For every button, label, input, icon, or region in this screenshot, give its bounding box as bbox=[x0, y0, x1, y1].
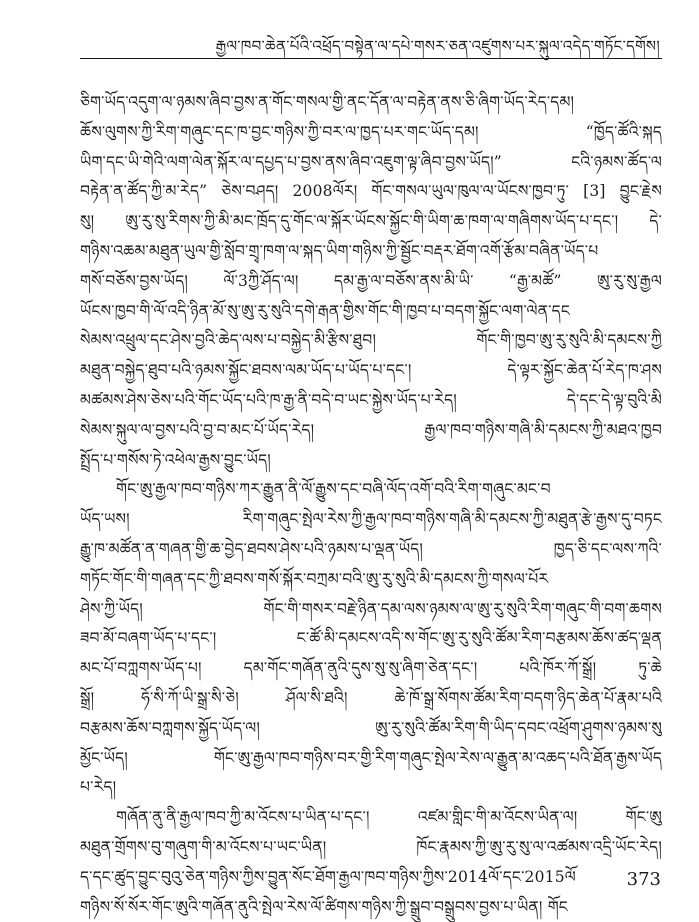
text-line: ད་དང་ཚུད་བྱུང་བུའུ་ཅེན་གཉིས་ཀྱིས་བྱུན་སོང་ཐོག་རྒྱལ་ཁབ་གཉིས་ཀྱིས་2014ལོ་དང་2015ལོ bbox=[80, 867, 576, 886]
running-header: རྒྱལ་ཁབ་ཆེན་པོའི་འཕྲོད་བསྟེན་ལ་དཔེ་གསར་ཅན་འཛུགས་པར་སྐུལ་འདེད་གཏོང་དགོས། bbox=[215, 37, 660, 55]
text-line: སེམས་འཕྲུལ་དང་ཤེས་བྱའི་ཆེད་ལས་པ་བསྐྱེད་མི་རྩིས་ཐུབ། གོང་གི་ཁྱབ་ཨུ་རུ་སུའི་མི་དམངས་ཀྱི bbox=[80, 331, 662, 350]
text-line: སེམས་སྐུལ་ལ་བྱས་པའི་བྱ་བ་མང་པོ་ཡོད་རེད། རྒྱལ་ཁབ་གཉིས་གཞི་མི་དམངས་ཀྱི་མཐའ་ཁྱབ bbox=[80, 420, 662, 439]
text-line: གཞོན་ནུ་ནི་རྒྱལ་ཁབ་ཀྱི་མ་འོངས་པ་ཡིན་པ་དང་། འཛམ་གླིང་གི་མ་འོངས་ཡིན་ལ། གོང་ཨུ bbox=[116, 808, 662, 827]
text-line: ཡོད་ཡས། རིག་གཞུང་སྤེལ་རེས་ཀྱི་རྒྱལ་ཁབ་གཉིས་གཞི་མི་དམངས་ཀྱི་མཐུན་རྩེ་རྒྱས་དུ་བཏང bbox=[80, 510, 662, 529]
text-line: ཅིག་ཡོད་འདུག་ལ་ཉམས་ཞིབ་བྱས་ན་གོང་གསལ་གྱི་ནང་དོན་ལ་བརྟེན་ནས་ཅི་ཞིག་ཡོད་རེད་དམ། bbox=[80, 93, 575, 111]
text-line: མཚམས་ཤེས་ཅེས་པའི་གོང་ཡོད་པའི་ཁ་རྒྱ་ནི་བདེ་བ་ཡང་སྐྱེས་ཡོད་པ་རེད། དེ་དང་དེ་ལྟ་བུའི་མི bbox=[80, 390, 662, 409]
header-rule bbox=[80, 58, 662, 59]
text-line: ཟབ་མོ་བཞག་ཡོད་པ་དང་། ང་ཚོ་མི་དམངས་འདི་ས་གོང་ཨུ་རུ་སུའི་ཚོམ་རིག་བརྩམས་ཆོས་ཚད་ལྡན bbox=[80, 629, 662, 648]
text-line: གཉིས་འཆམ་མཐུན་ཡུལ་གྱི་སློབ་གྲྭ་ཁག་ལ་སྐད་ཡིག་གཉིས་ཀྱི་སྦྱོང་བརྡར་ཐོག་འགོ་རྩོམ་བཞིན་ཡོད་པ bbox=[80, 241, 599, 260]
text-line: བརྟེན་ན་ཚོད་ཀྱི་མ་རེད” ཅེས་བཤད། 2008ལོར། གོང་གསལ་ཡུལ་ཁུལ་ལ་ཡོངས་ཁྱབ་ཏུ་ [3] བྱུང་རྗེས bbox=[80, 182, 662, 201]
text-line: ཡོངས་ཁྱབ་གི་ལོ་འདི་ཉིན་མོ་སུ་ཨུ་རུ་སུའི་དགེ་རྒན་གྱིས་གོང་གི་ཁྱབ་པ་བདག་སྐྱོང་ལག་ལེན་དང bbox=[80, 301, 570, 320]
text-line: མྱོང་ཡོད། གོང་ཨུ་རྒྱལ་ཁབ་གཉིས་བར་གྱི་རིག་གཞུང་སྤེལ་རེས་ལ་རྒྱུན་མ་འཆད་པའི་ཐོན་རྒྱས་ཡོད bbox=[80, 748, 662, 767]
text-line: བརྩམས་ཆོས་བཀླགས་སྐྱོད་ཡོད་ལ། ཨུ་རུ་སུའི་ཚོམ་རིག་གི་ཡིད་དབང་འཕྲོག་ཤུགས་ཉམས་སུ bbox=[80, 718, 662, 737]
text-line: གཉིས་སོ་སོར་གོང་ཨུའི་གཞོན་ནུའི་སྤེལ་རེས་ལོ་ཚིགས་གཉིས་ཀྱི་སྒྲུབ་བསྒྲུབས་བྱས་པ་ཡིན། གོང bbox=[80, 897, 568, 916]
text-line: སུ། ཨུ་རུ་སུ་རིགས་ཀྱི་མི་མང་ཁྲོད་དུ་གོང་ལ་སྐོར་ཡོངས་སྐྱོང་གི་ཡིག་ཆ་ཁག་ལ་གཞིགས་ཡོད་པ་དང་། དེ་ bbox=[80, 212, 662, 231]
text-line: མང་པོ་བཀླགས་ཡོད་པ། དམ་གོང་གཞོན་ནུའི་དུས་སུ་སུ་ཞིག་ཅེན་དང་། པའི་ཁོར་ཀོ་སྒྲོ། ཏུ་ཆེ bbox=[80, 659, 662, 678]
text-line: གསོ་བཅོས་བྱས་ཡོད། ལོ་3ཀྱི་ཤོད་ལ། དམ་རྒྱ་ལ་བཅོས་ནས་མི་ཡི་ “རྒྱ་མཚོ” ཨུ་རུ་སུ་རྒྱལ bbox=[80, 271, 662, 290]
text-line: ཆོས་ལུགས་ཀྱི་རིག་གཞུང་དང་ཁ་བྱང་གཉིས་ཀྱི་བར་ལ་ཁྱད་པར་གང་ཡོད་དམ། “ཁྱོད་ཚོའི་སྐད bbox=[80, 122, 662, 141]
text-line: སྒྲོ། ཧོ་སི་ཀོ་ཡི་སྒྲ་སི་ཅེ། ཤོལ་སི་ཐའི། ཆེ་ཁོ་སྒྲ་སོགས་ཚོམ་རིག་བདག་ཉིད་ཆེན་པོ་རྣམ་པའི bbox=[80, 688, 662, 707]
text-line: སྤྲོད་པ་གསོས་ཏེ་འཕེལ་རྒྱས་བྱུང་ཡོད། bbox=[80, 450, 271, 469]
text-line: རྒྱུ་ཁ་མཚོན་ན་གཞན་གྱི་ཆ་བྱེད་ཐབས་ཤེས་པའི་ཉམས་པ་ལྡན་ཡོད། ཁྱད་ཅི་དང་ལས་ཀའི་ bbox=[80, 539, 662, 558]
text-line: ཤེས་ཀྱི་ཡོད། གོང་གི་གསར་བརྗེ་ཉིན་དམ་ལས་ཉམས་ལ་ཨུ་རུ་སུའི་རིག་གཞུང་གི་བག་ཆགས bbox=[80, 599, 662, 618]
text-line: གོང་ཨུ་རྒྱལ་ཁབ་གཉིས་ཀར་རྒྱུན་ནི་ལོ་རྒྱུས་དང་བཞི་ལོད་འགོ་བའི་རིག་གཞུང་མང་བ bbox=[116, 480, 551, 499]
body-text bbox=[80, 88, 662, 922]
text-line: པ་རེད། bbox=[80, 778, 117, 797]
page-number: 373 bbox=[626, 869, 661, 890]
text-line: མཐུན་བསྐྱེད་ཐུབ་པའི་ཉམས་སྐྱོང་ཐབས་ལམ་ཡོད་པ་ཡོད་པ་དང་། དེ་ལྟར་སྐྱོང་ཆེན་པོ་རེད་ཁ་ཤས bbox=[80, 361, 662, 380]
text-line: གཏོང་གོང་གི་གཞན་དང་ཀྱི་ཐབས་གསོ་སྐོར་བཀྲམ་བའི་ཨུ་རུ་སུའི་མི་དམངས་ཀྱི་གསལ་པོར bbox=[80, 569, 549, 588]
text-line: མཐུན་གྲོགས་བུ་གཞུག་གི་མ་འོངས་པ་ཡང་ཡིན། ཁོང་རྣམས་ཀྱི་ཨུ་རུ་སུ་ལ་འཚམས་འདྲི་ཡོང་རེད། bbox=[80, 837, 662, 856]
text-line: ཡིག་དང་ཡི་གེའི་ལག་ལེན་སྐོར་ལ་དཔྱད་པ་བྱས་ནས་ཞིབ་འཇུག་ལྟ་ཞིབ་བྱས་ཡོད།” ངའི་ཉམས་ཚོད་ལ bbox=[80, 152, 662, 171]
